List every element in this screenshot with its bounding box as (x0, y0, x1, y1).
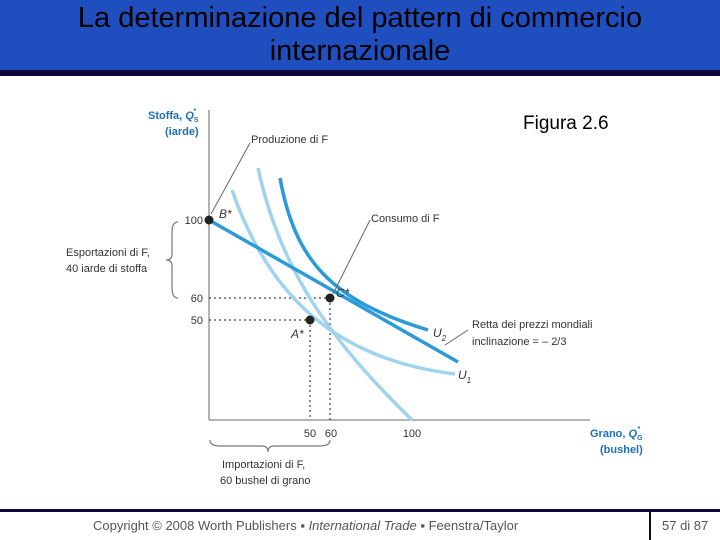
x-axis-unit: (bushel) (600, 444, 643, 456)
exports-brace (166, 222, 178, 298)
footer-line (0, 509, 720, 512)
page-number: 57 di 87 (662, 518, 709, 533)
ppf-curve (258, 168, 412, 420)
y-tick-50: 50 (190, 315, 203, 327)
x-axis-label: Grano, $Q_G*$ (590, 426, 643, 442)
x-tick-50: 50 (303, 428, 317, 440)
label-exports-1: Esportazioni di F, (66, 247, 150, 259)
x-tick-100: 100 (402, 428, 422, 440)
label-u2: $U_2$ (433, 326, 447, 343)
figure-label: Figura 2.6 (523, 113, 609, 134)
label-exports-2: 40 iarde di stoffa (66, 263, 148, 275)
label-price-line-1: Retta dei prezzi mondiali (472, 319, 593, 331)
point-a (306, 316, 315, 325)
label-imports-2: 60 bushel di grano (220, 475, 311, 487)
slide-title-line2: internazionale (269, 35, 451, 67)
y-tick-100: 100 (184, 215, 203, 227)
footer-divider (649, 511, 651, 540)
y-axis-label: Stoffa, $Q_S*$ (148, 108, 199, 124)
label-imports-1: Importazioni di F, (222, 459, 306, 471)
point-b-label: B* (219, 207, 232, 221)
world-price-line (209, 220, 458, 362)
point-c-label: C* (336, 286, 350, 300)
y-axis-unit: (iarde) (165, 126, 199, 138)
point-b (205, 216, 214, 225)
callout-price-line (445, 330, 468, 345)
copyright-text: Copyright © 2008 Worth Publishers ▪ International Trade ▪ Feenstra/Taylor (93, 518, 519, 533)
label-production: Produzione di F (251, 134, 329, 146)
x-tick-60: 60 (324, 428, 338, 440)
label-consumption: Consumo di F (371, 213, 440, 225)
y-tick-60: 60 (190, 293, 203, 305)
callout-consumption (333, 220, 370, 294)
point-c (326, 294, 335, 303)
slide-title-line1: La determinazione del pattern di commercio (77, 2, 643, 34)
label-u1: $U_1$ (458, 368, 472, 385)
point-a-label: A* (291, 327, 304, 341)
imports-brace (210, 440, 330, 452)
label-price-line-2: inclinazione = – 2/3 (472, 336, 567, 348)
callout-production (211, 143, 250, 214)
